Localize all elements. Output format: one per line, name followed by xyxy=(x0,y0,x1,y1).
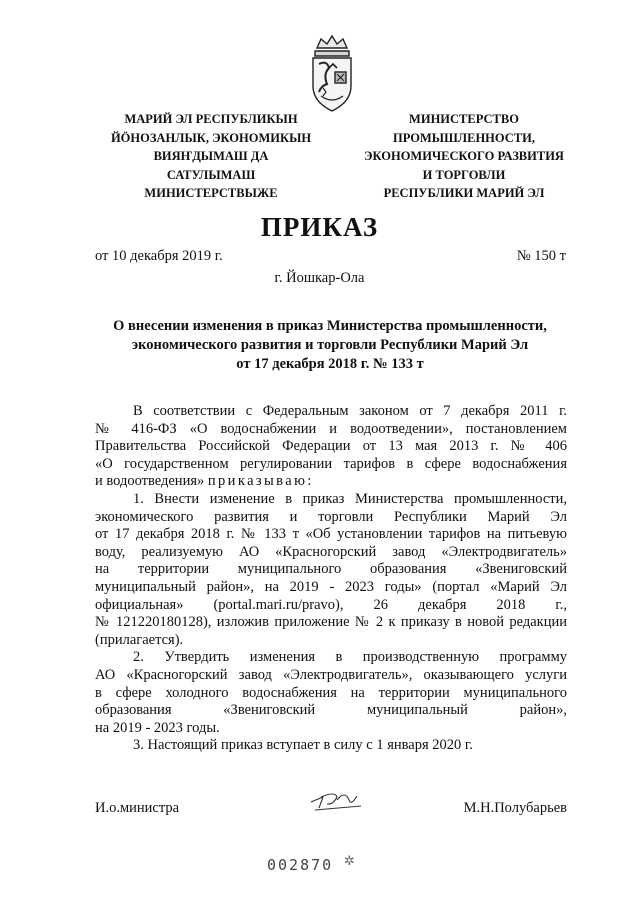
header-right-line: МИНИСТЕРСТВО xyxy=(409,112,519,126)
header-left-line: МИНИСТЕРСТВЫЖЕ xyxy=(144,186,278,200)
body-line: Правительства Российской Федерации от 13 мая 2013 г. № 406 xyxy=(95,438,567,455)
body-line: 3. Настоящий приказ вступает в силу с 1 января 2020 г. xyxy=(133,737,473,754)
header-right-line: ПРОМЫШЛЕННОСТИ, xyxy=(393,130,535,145)
handwritten-signature xyxy=(305,782,365,814)
body-line: образования «Звениговский муниципальный район», xyxy=(95,702,567,719)
body-line: на территории муниципального образования «Звениговский xyxy=(95,561,567,578)
body-line: на 2019 - 2023 годы. xyxy=(95,719,220,736)
coat-of-arms-emblem xyxy=(299,34,365,114)
body-line: муниципальный район», на 2019 - 2023 годы» (портал «Марий Эл xyxy=(95,578,567,595)
header-right-line: ЭКОНОМИЧЕСКОГО РАЗВИТИЯ xyxy=(364,149,564,163)
document-subject xyxy=(95,317,565,374)
body-line: № 121220180128), изложив приложение № 2 к приказу в новой редакции xyxy=(95,614,567,631)
document-city: г. Йошкар-Ола xyxy=(274,270,365,286)
header-left-line: ЙӦНОЗАНЛЫК, ЭКОНОМИКЫН xyxy=(110,130,312,145)
body-line: «О государственном регулировании тарифов в сфере водоснабжения xyxy=(95,455,567,472)
header-right-block xyxy=(348,110,580,203)
subject-line: О внесении изменения в приказ Министерства промышленности, xyxy=(113,318,547,334)
body-line: 1. Внести изменение в приказ Министерства промышленности, xyxy=(133,490,567,507)
body-line: (прилагается). xyxy=(95,631,184,648)
body-line: В соответствии с Федеральным законом от 7 декабря 2011 г. xyxy=(133,403,567,419)
document-date: от 10 декабря 2019 г. xyxy=(95,248,223,264)
header-right-line: РЕСПУБЛИКИ МАРИЙ ЭЛ xyxy=(383,186,545,200)
body-line: в сфере холодного водоснабжения на территории муниципального xyxy=(95,684,567,701)
body-line: экономического развития и торговли Республики Марий Эл xyxy=(95,508,567,525)
subject-line: экономического развития и торговли Республики Марий Эл xyxy=(131,337,529,353)
document-title: ПРИКАЗ xyxy=(260,212,379,242)
body-line xyxy=(95,473,567,491)
subject-line: от 17 декабря 2018 г. № 133 т xyxy=(236,356,424,372)
header-right-line: И ТОРГОВЛИ xyxy=(422,167,506,182)
document-number: № 150 т xyxy=(516,248,566,264)
header-left-block xyxy=(92,110,330,203)
body-line-text: и водоотведения» xyxy=(95,473,205,490)
header-left-line: ВИЯҤДЫМАШ ДА xyxy=(153,149,269,163)
body-line: официальная» (portal.mari.ru/pravo), 26 декабря 2018 г., xyxy=(95,596,567,613)
serial-number: 002870 xyxy=(267,856,334,874)
document-body xyxy=(95,403,567,755)
body-line: от 17 декабря 2018 г. № 133 т «Об установлении тарифов на питьевую xyxy=(95,526,567,543)
body-line: воду, реализуемую АО «Красногорский завод «Электродвигатель» xyxy=(95,543,567,560)
signatory-position: И.о.министра xyxy=(95,800,180,816)
body-line: 2. Утвердить изменения в производственную программу xyxy=(133,649,567,666)
stamp-star-icon: ✲ xyxy=(344,854,355,869)
order-word: приказываю: xyxy=(207,473,314,490)
header-left-line: САТУЛЫМАШ xyxy=(166,167,256,182)
body-line: № 416-ФЗ «О водоснабжении и водоотведении», постановлением xyxy=(95,420,567,437)
header-left-line: МАРИЙ ЭЛ РЕСПУБЛИКЫН xyxy=(124,112,298,126)
body-line: АО «Красногорский завод «Электродвигатель», оказывающего услуги xyxy=(95,666,567,683)
signatory-name: М.Н.Полубарьев xyxy=(463,800,567,816)
